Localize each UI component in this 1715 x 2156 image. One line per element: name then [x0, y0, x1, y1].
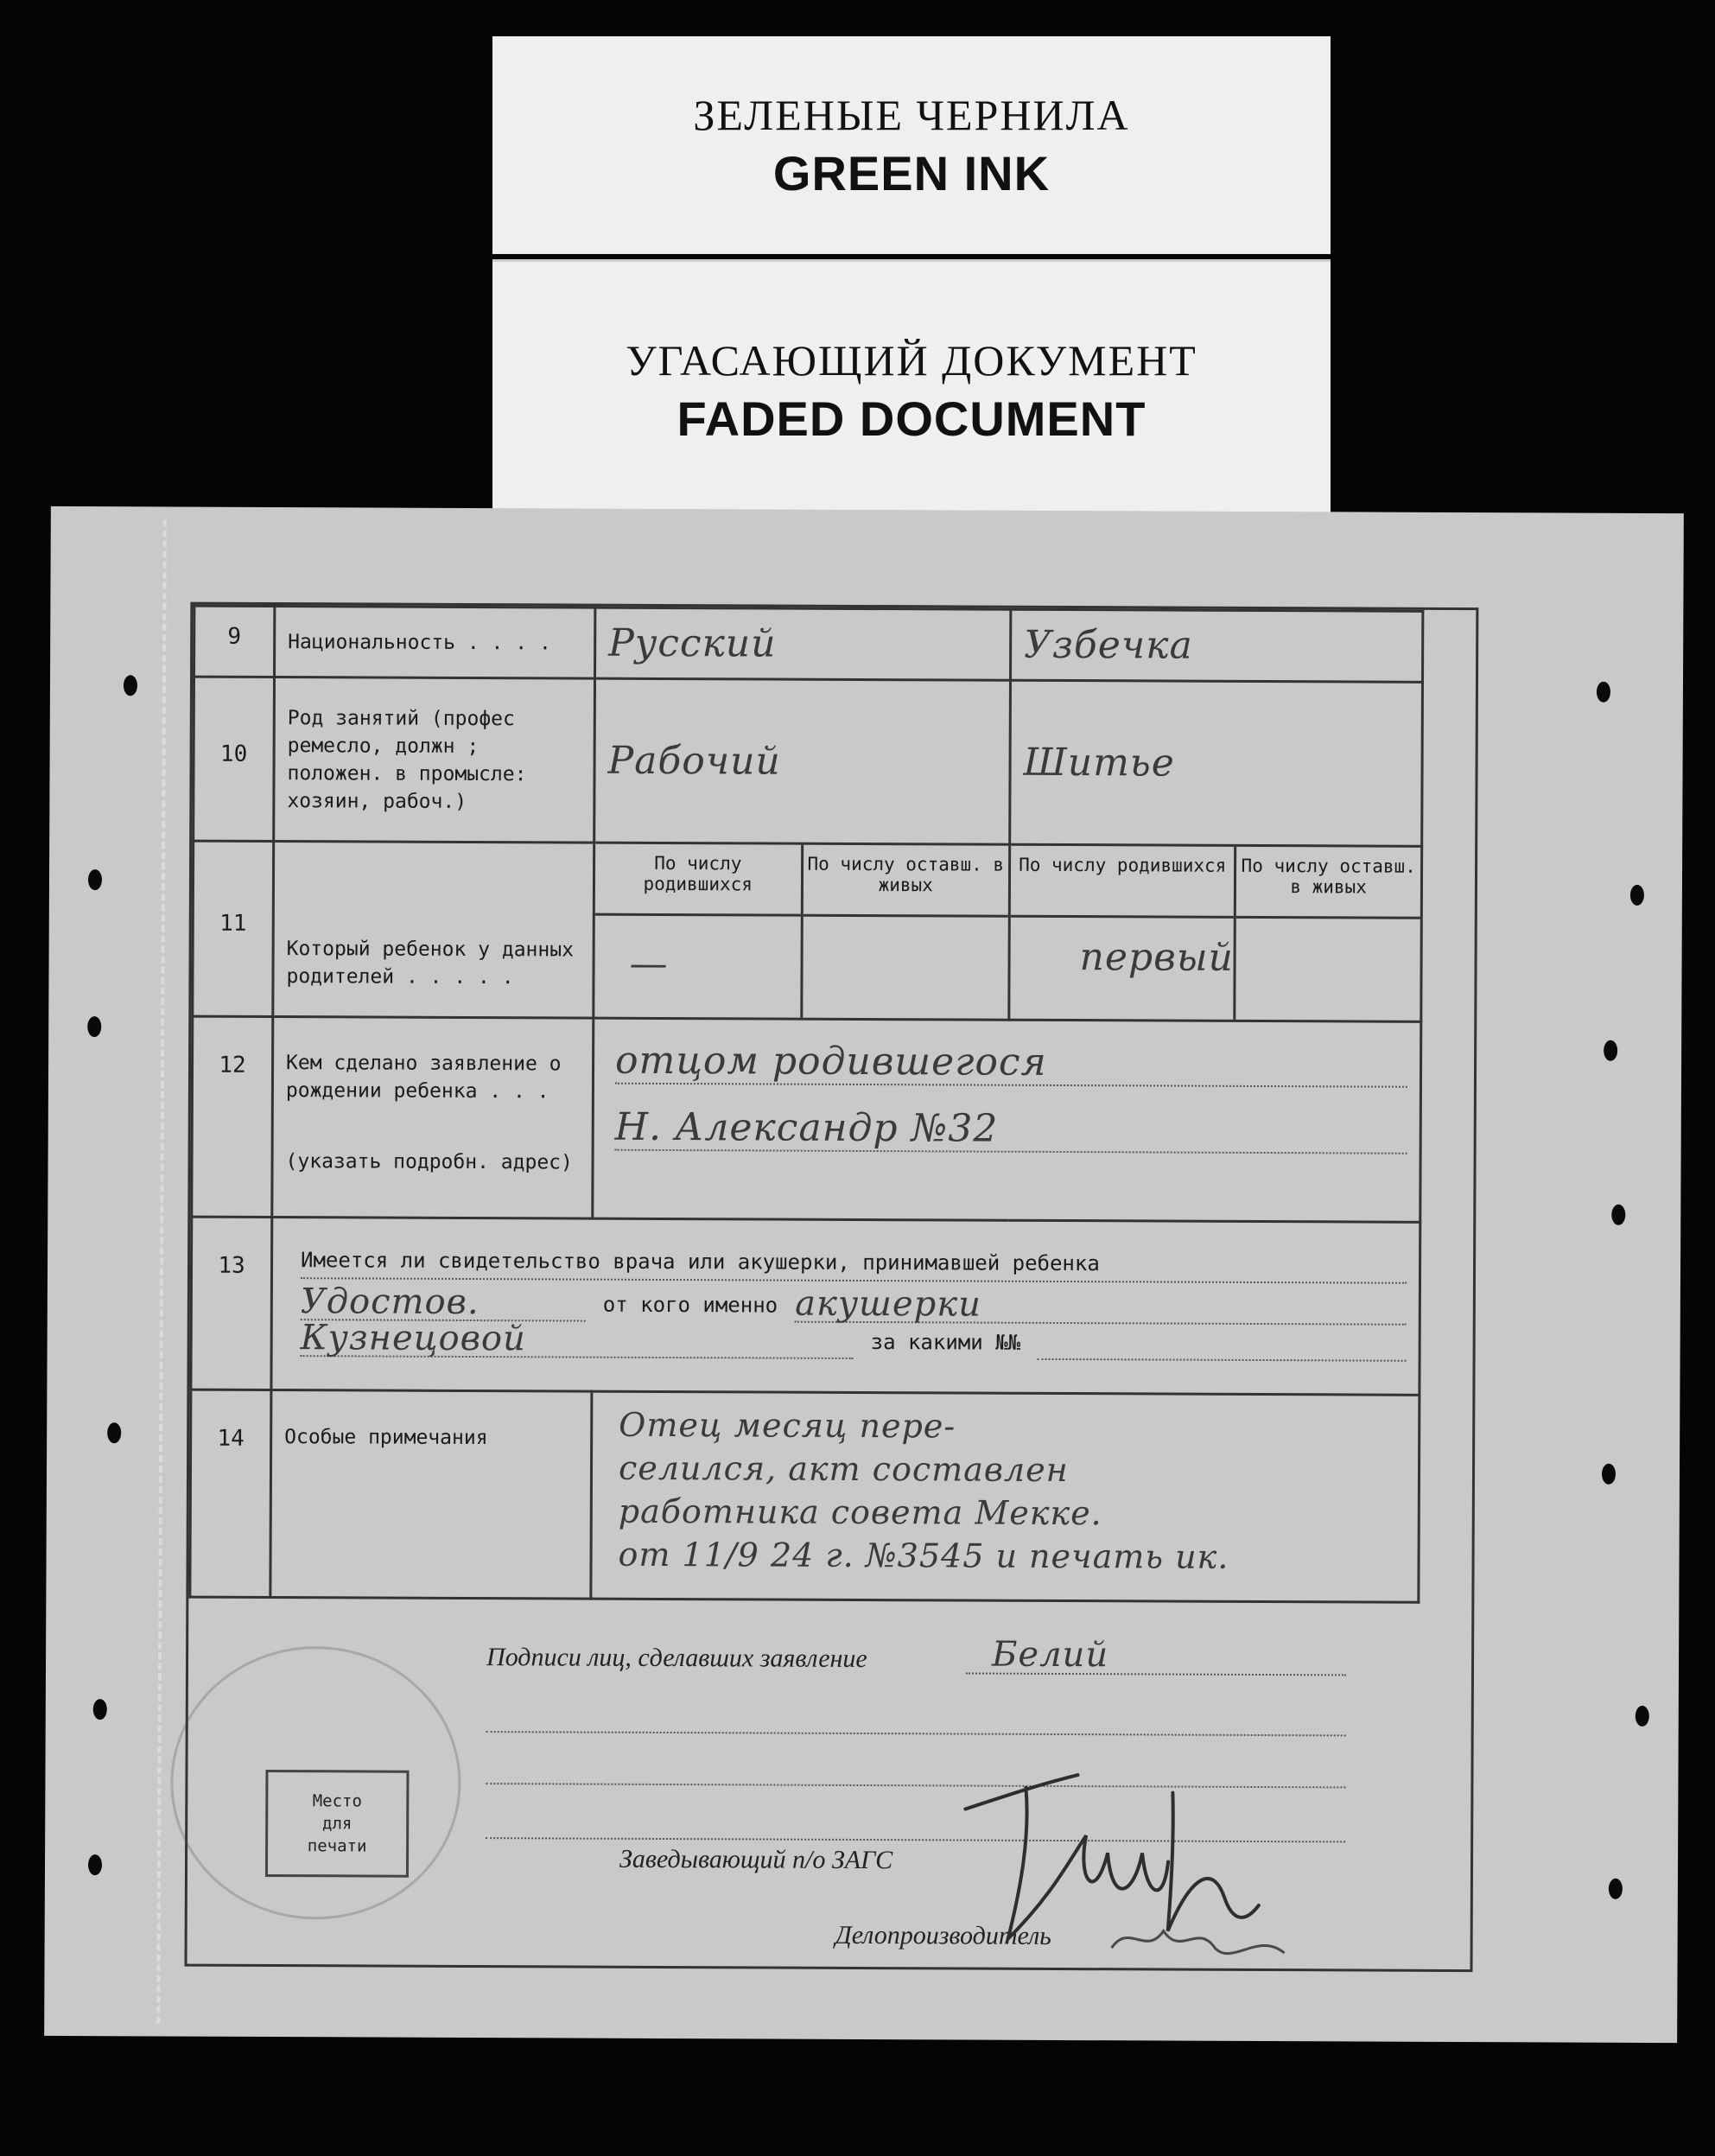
notice-title-ru: ЗЕЛЕНЫЕ ЧЕРНИЛА [693, 90, 1130, 139]
document-sheet [44, 506, 1684, 2043]
punch-hole [107, 1422, 121, 1443]
row-number: 12 [192, 1016, 273, 1217]
notice-green-ink [492, 36, 1331, 254]
stamp-place-text: Место [312, 1791, 362, 1811]
row-label: Национальность . . . . [275, 607, 595, 679]
punch-hole [88, 1854, 102, 1875]
clerk-signature [1102, 1905, 1293, 1975]
birth-order-value: — [629, 941, 669, 987]
notice-title-en: FADED DOCUMENT [676, 391, 1147, 446]
mother-occupation: Шитье [1023, 740, 1175, 785]
signature-section [187, 1625, 1472, 1969]
stamp-place-text: для [322, 1814, 353, 1834]
col-header: По числу оставш. в живых [1236, 847, 1420, 919]
row-label: Кем сделано заявление о рождении ребенка . . . [285, 1052, 562, 1103]
notice-faded-document [492, 259, 1331, 519]
notes-line: работника совета Мекке. [618, 1491, 1102, 1533]
record-table [188, 605, 1424, 1604]
punch-hole [1604, 1040, 1617, 1061]
from-whom-label: от кого именно [602, 1292, 778, 1318]
punch-hole [87, 1016, 101, 1037]
notice-title-en: GREEN INK [772, 145, 1051, 200]
table-row [194, 606, 1423, 682]
numbers-label: за какими №№ [870, 1330, 1021, 1355]
table-row [194, 677, 1423, 846]
applicants-signature-label: Подписи лиц, сделавших заявление [486, 1643, 867, 1674]
col-header: По числу оставш. в живых [803, 845, 1008, 918]
row-label-address: (указать подробн. адрес) [285, 1150, 573, 1174]
notes-line: от 11/9 24 г. №3545 и печать ик. [618, 1535, 1229, 1576]
form-frame [184, 602, 1478, 1972]
row-label: Род занятий (профес ремесло, должн ; положен. в промысле: хозяин, рабоч.) [274, 677, 595, 843]
certificate-question: Имеется ли свидетельство врача или акушерки, принимавшей ребенка [301, 1243, 1407, 1284]
row-label: Который ребенок у данных родителей . . . . . [273, 842, 594, 1019]
father-nationality: Русский [608, 620, 777, 666]
notes-line: Отец месяц пере- [619, 1405, 956, 1446]
punch-hole [1630, 885, 1644, 906]
midwife-name: Кузнецовой [301, 1320, 854, 1359]
father-occupation: Рабочий [607, 738, 781, 784]
birth-order-value: первый [1079, 935, 1235, 980]
from-whom-value: акушерки [795, 1287, 1407, 1326]
notice-title-ru: УГАСАЮЩИЙ ДОКУМЕНТ [626, 335, 1197, 385]
punch-hole [1611, 1205, 1625, 1225]
col-header: По числу родившихся [595, 844, 801, 917]
declarant: отцом родившегося [615, 1030, 1407, 1088]
table-row [192, 1016, 1421, 1222]
punch-hole [1602, 1464, 1616, 1485]
row-number: 10 [194, 677, 275, 841]
stamp-place [265, 1770, 410, 1878]
table-row [190, 1390, 1420, 1602]
punch-hole [88, 869, 102, 890]
notes-line: селился, акт составлен [618, 1448, 1069, 1490]
row-label: Особые примечания [270, 1390, 592, 1600]
row-number: 9 [194, 606, 275, 677]
stamp-place-text: печати [307, 1836, 367, 1856]
table-row [191, 1217, 1420, 1395]
punch-hole [1636, 1706, 1649, 1727]
applicant-signature: Белий [991, 1634, 1109, 1676]
declarant-address: Н. Александр №32 [615, 1105, 1407, 1154]
row-number: 13 [191, 1217, 272, 1390]
punch-hole [1597, 682, 1610, 703]
col-header: По числу родившихся [1011, 846, 1235, 919]
perforated-edge [130, 519, 167, 2023]
table-row [193, 841, 1422, 1021]
registry-head-label: Заведывающий п/о ЗАГС [619, 1844, 893, 1875]
row-number: 11 [193, 841, 274, 1016]
certificate-answer: Удостов. [301, 1284, 586, 1321]
punch-hole [93, 1699, 107, 1720]
row-number: 14 [190, 1390, 271, 1597]
punch-hole [124, 675, 137, 696]
clerk-label: Делопроизводитель [835, 1920, 1051, 1950]
punch-hole [1609, 1879, 1623, 1899]
mother-nationality: Узбечка [1024, 622, 1193, 668]
